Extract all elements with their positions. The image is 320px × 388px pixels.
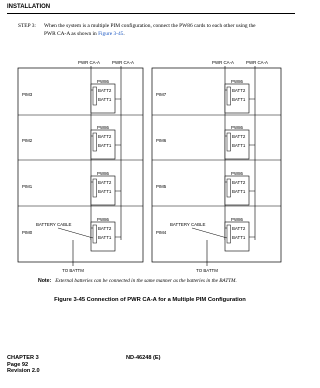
left-rack-pwr-ca-a-label-2: PWR CA-A <box>112 60 134 65</box>
footer-revision: Revision 2.0 <box>7 368 40 374</box>
step-label: STEP 3: <box>18 23 36 29</box>
left-rack-batt1-label-2: BATT1 <box>98 189 112 194</box>
left-rack-pw86-label-3: PW86 <box>97 217 109 222</box>
right-rack-pim-label-3: PIM4 <box>156 230 167 235</box>
note-text: External batteries can be connected in the same manner as the batteries in the BATTM. <box>55 278 237 284</box>
note-label: Note: <box>38 278 52 284</box>
right-rack-batt1-label-1: BATT1 <box>232 143 246 148</box>
right-rack-batt2-label-1: BATT2 <box>232 134 246 139</box>
figure-caption: Figure 3-45 Connection of PWR CA-A for a Multiple PIM Configuration <box>54 297 246 303</box>
note <box>38 278 294 284</box>
left-rack-to-battm-label: TO BATTM <box>62 268 84 273</box>
section-header: INSTALLATION <box>7 4 51 10</box>
left-rack-batt2-label-0: BATT2 <box>98 88 112 93</box>
left-rack-batt1-label-0: BATT1 <box>98 97 112 102</box>
left-rack-pw86-label-2: PW86 <box>97 171 109 176</box>
left-rack-pwr-ca-a-label-1: PWR CA-A <box>78 60 100 65</box>
left-rack-pim-label-0: PIM3 <box>22 92 33 97</box>
right-rack-battery-cable-label: BATTERY CABLE <box>170 222 206 227</box>
step-line2-suffix: . <box>123 31 125 37</box>
right-rack-batt2-label-0: BATT2 <box>232 88 246 93</box>
footer-doc-number: ND-46248 (E) <box>126 355 161 361</box>
figure-link[interactable]: Figure 3-45 <box>98 31 124 37</box>
rack-panels <box>18 60 281 273</box>
right-rack-battery-cable-leader <box>192 228 227 238</box>
step-line1: When the system is a multiple PIM configuration, connect the PW86 cards to each other using the <box>44 23 256 29</box>
right-rack-batt1-label-2: BATT1 <box>232 189 246 194</box>
left-rack-batt1-label-1: BATT1 <box>98 143 112 148</box>
left-rack-batt1-label-3: BATT1 <box>98 235 112 240</box>
right-rack-batt2-label-3: BATT2 <box>232 226 246 231</box>
footer-page: Page 92 <box>7 361 29 368</box>
left-rack-pim-label-3: PIM0 <box>22 230 33 235</box>
step-line2-prefix: PWR CA-A as shown in <box>44 31 99 37</box>
right-rack-pwr-ca-a-label-2: PWR CA-A <box>246 60 268 65</box>
left-rack-pw86-label-1: PW86 <box>97 125 109 130</box>
right-rack-pim-label-1: PIM6 <box>156 138 167 143</box>
left-rack-battery-cable-label: BATTERY CABLE <box>36 222 72 227</box>
right-rack-pw86-label-2: PW86 <box>231 171 243 176</box>
left-rack-battery-cable-leader <box>58 228 93 238</box>
right-rack-pw86-label-1: PW86 <box>231 125 243 130</box>
right-rack-batt1-label-3: BATT1 <box>232 235 246 240</box>
left-rack-batt2-label-2: BATT2 <box>98 180 112 185</box>
left-rack-frame <box>18 68 143 262</box>
left-rack-batt2-label-1: BATT2 <box>98 134 112 139</box>
right-rack-pim-label-2: PIM5 <box>156 184 167 189</box>
right-rack-batt1-label-0: BATT1 <box>232 97 246 102</box>
left-rack-pw86-label-0: PW86 <box>97 79 109 84</box>
right-rack-pwr-ca-a-label-1: PWR CA-A <box>212 60 234 65</box>
right-rack-pw86-label-3: PW86 <box>231 217 243 222</box>
footer-chapter: CHAPTER 3 <box>7 355 39 361</box>
left-rack-pim-label-1: PIM2 <box>22 138 33 143</box>
right-rack-pw86-label-0: PW86 <box>231 79 243 84</box>
footer-left <box>7 355 40 375</box>
left-rack-batt2-label-3: BATT2 <box>98 226 112 231</box>
right-rack-pim-label-0: PIM7 <box>156 92 167 97</box>
right-rack-frame <box>152 68 281 262</box>
left-rack-pim-label-2: PIM1 <box>22 184 33 189</box>
right-rack-to-battm-label: TO BATTM <box>196 268 218 273</box>
right-rack-batt2-label-2: BATT2 <box>232 180 246 185</box>
